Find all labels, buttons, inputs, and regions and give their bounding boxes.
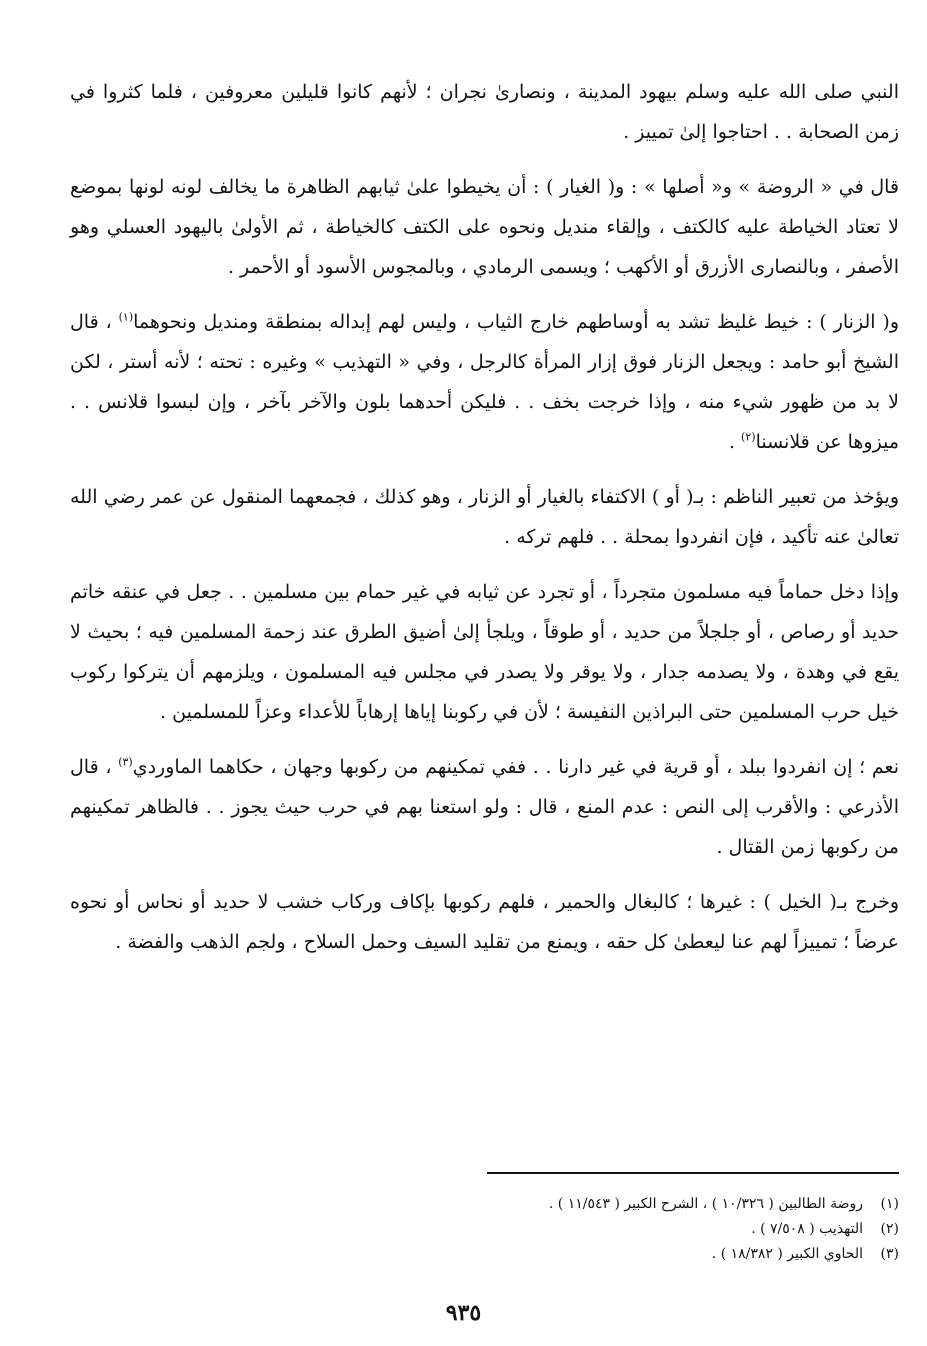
paragraph (70, 747, 899, 867)
text-segment: النبي صلى الله عليه وسلم بيهود المدينة ، ونصارىٰ نجران ؛ لأنهم كانوا قليلين معروفين ، فلما كثروا في زمن الصحابة . . احتاجوا إلىٰ تمييز . (70, 81, 899, 143)
footnote-number: (٣) (880, 1246, 899, 1262)
footnote-reference: (١) (118, 310, 134, 324)
footnote (300, 1242, 899, 1267)
paragraph (70, 167, 899, 287)
page-number: ٩٣٥ (445, 1300, 482, 1326)
text-segment: نعم ؛ إن انفردوا ببلد ، أو قرية في غير دارنا . . ففي تمكينهم من ركوبها وجهان ، حكاهما الماوردي (132, 756, 899, 778)
footnote-number: (١) (880, 1196, 899, 1212)
footnote-reference: (٣) (118, 755, 133, 769)
footnote-text: الحاوي الكبير ( ١٨/٣٨٢ ) . (711, 1246, 863, 1262)
footnote (300, 1217, 899, 1242)
main-text (70, 72, 899, 977)
text-segment: ، قال الأذرعي : والأقرب إلى النص : عدم المنع ، قال : ولو استعنا بهم في حرب حيث يجوز . . فالظاهر تمكينهم من ركوبها زمن القتال . (70, 756, 899, 858)
footnote-text: روضة الطالبين ( ١٠/٣٢٦ ) ، الشرح الكبير ( ١١/٥٤٣ ) . (548, 1196, 863, 1212)
paragraph (70, 72, 899, 152)
text-segment: وخرج بـ( الخيل ) : غيرها ؛ كالبغال والحمير ، فلهم ركوبها بإكاف وركاب خشب لا حديد أو نحاس أو نحوه عرضاً ؛ تمييزاً لهم عنا ليعطىٰ كل حقه ، ويمنع من تقليد السيف وحمل السلاح ، ولجم الذهب والفضة . (70, 891, 899, 953)
paragraph (70, 302, 899, 462)
paragraph (70, 882, 899, 962)
footnote-number: (٢) (880, 1221, 899, 1237)
footnote-separator (487, 1172, 899, 1174)
text-segment: . (728, 431, 742, 453)
text-segment: وإذا دخل حماماً فيه مسلمون متجرداً ، أو تجرد عن ثيابه في غير حمام بين مسلمين . . جعل في عنقه خاتم حديد أو رصاص ، أو جلجلاً من حديد ، أو طوقاً ، ويلجأ إلىٰ أضيق الطرق عند زحمة المسلمين فيه ؛ بحيث لا يقع في وهدة ، ولا يصدمه جدار ، ولا يوقر ولا يصدر في مجلس فيه المسلمون ، ويلزمهم أن يتركوا ركوب خيل حرب المسلمين حتى البراذين النفيسة ؛ لأن في ركوبنا إياها إرهاباً للأعداء وعزاً للمسلمين . (70, 581, 899, 723)
text-segment: ، قال الشيخ أبو حامد : ويجعل الزنار فوق إزار المرأة كالرجل ، وفي « التهذيب » وغيره : تحته ؛ لأنه أستر ، لكن لا بد من ظهور شيء منه ، وإذا خرجت بخف . . فليكن أحدهما بلون والآخر بآخر ، وإن لبسوا قلانس . . ميزوها عن قلانسنا (70, 311, 899, 453)
text-segment: و( الزنار ) : خيط غليظ تشد به أوساطهم خارج الثياب ، وليس لهم إبداله بمنطقة ومنديل ونحوهما (133, 311, 899, 333)
paragraph (70, 572, 899, 732)
footnote (300, 1192, 899, 1217)
footnotes (300, 1192, 899, 1267)
text-segment: قال في « الروضة » و« أصلها » : و( الغيار ) : أن يخيطوا علىٰ ثيابهم الظاهرة ما يخالف لونه لونها بموضع لا تعتاد الخياطة عليه كالكتف ، وإلقاء منديل ونحوه على الكتف كالخياطة ، ثم الأولىٰ باليهود العسلي وهو الأصفر ، وبالنصارى الأزرق أو الأكهب ؛ ويسمى الرمادي ، وبالمجوس الأسود أو الأحمر . (70, 176, 899, 278)
text-segment: ويؤخذ من تعبير الناظم : بـ( أو ) الاكتفاء بالغيار أو الزنار ، وهو كذلك ، فجمعهما المنقول عن عمر رضي الله تعالىٰ عنه تأكيد ، فإن انفردوا بمحلة . . فلهم تركه . (70, 486, 899, 548)
footnote-reference: (٢) (741, 430, 756, 444)
paragraph (70, 477, 899, 557)
footnote-text: التهذيب ( ٧/٥٠٨ ) . (751, 1221, 863, 1237)
